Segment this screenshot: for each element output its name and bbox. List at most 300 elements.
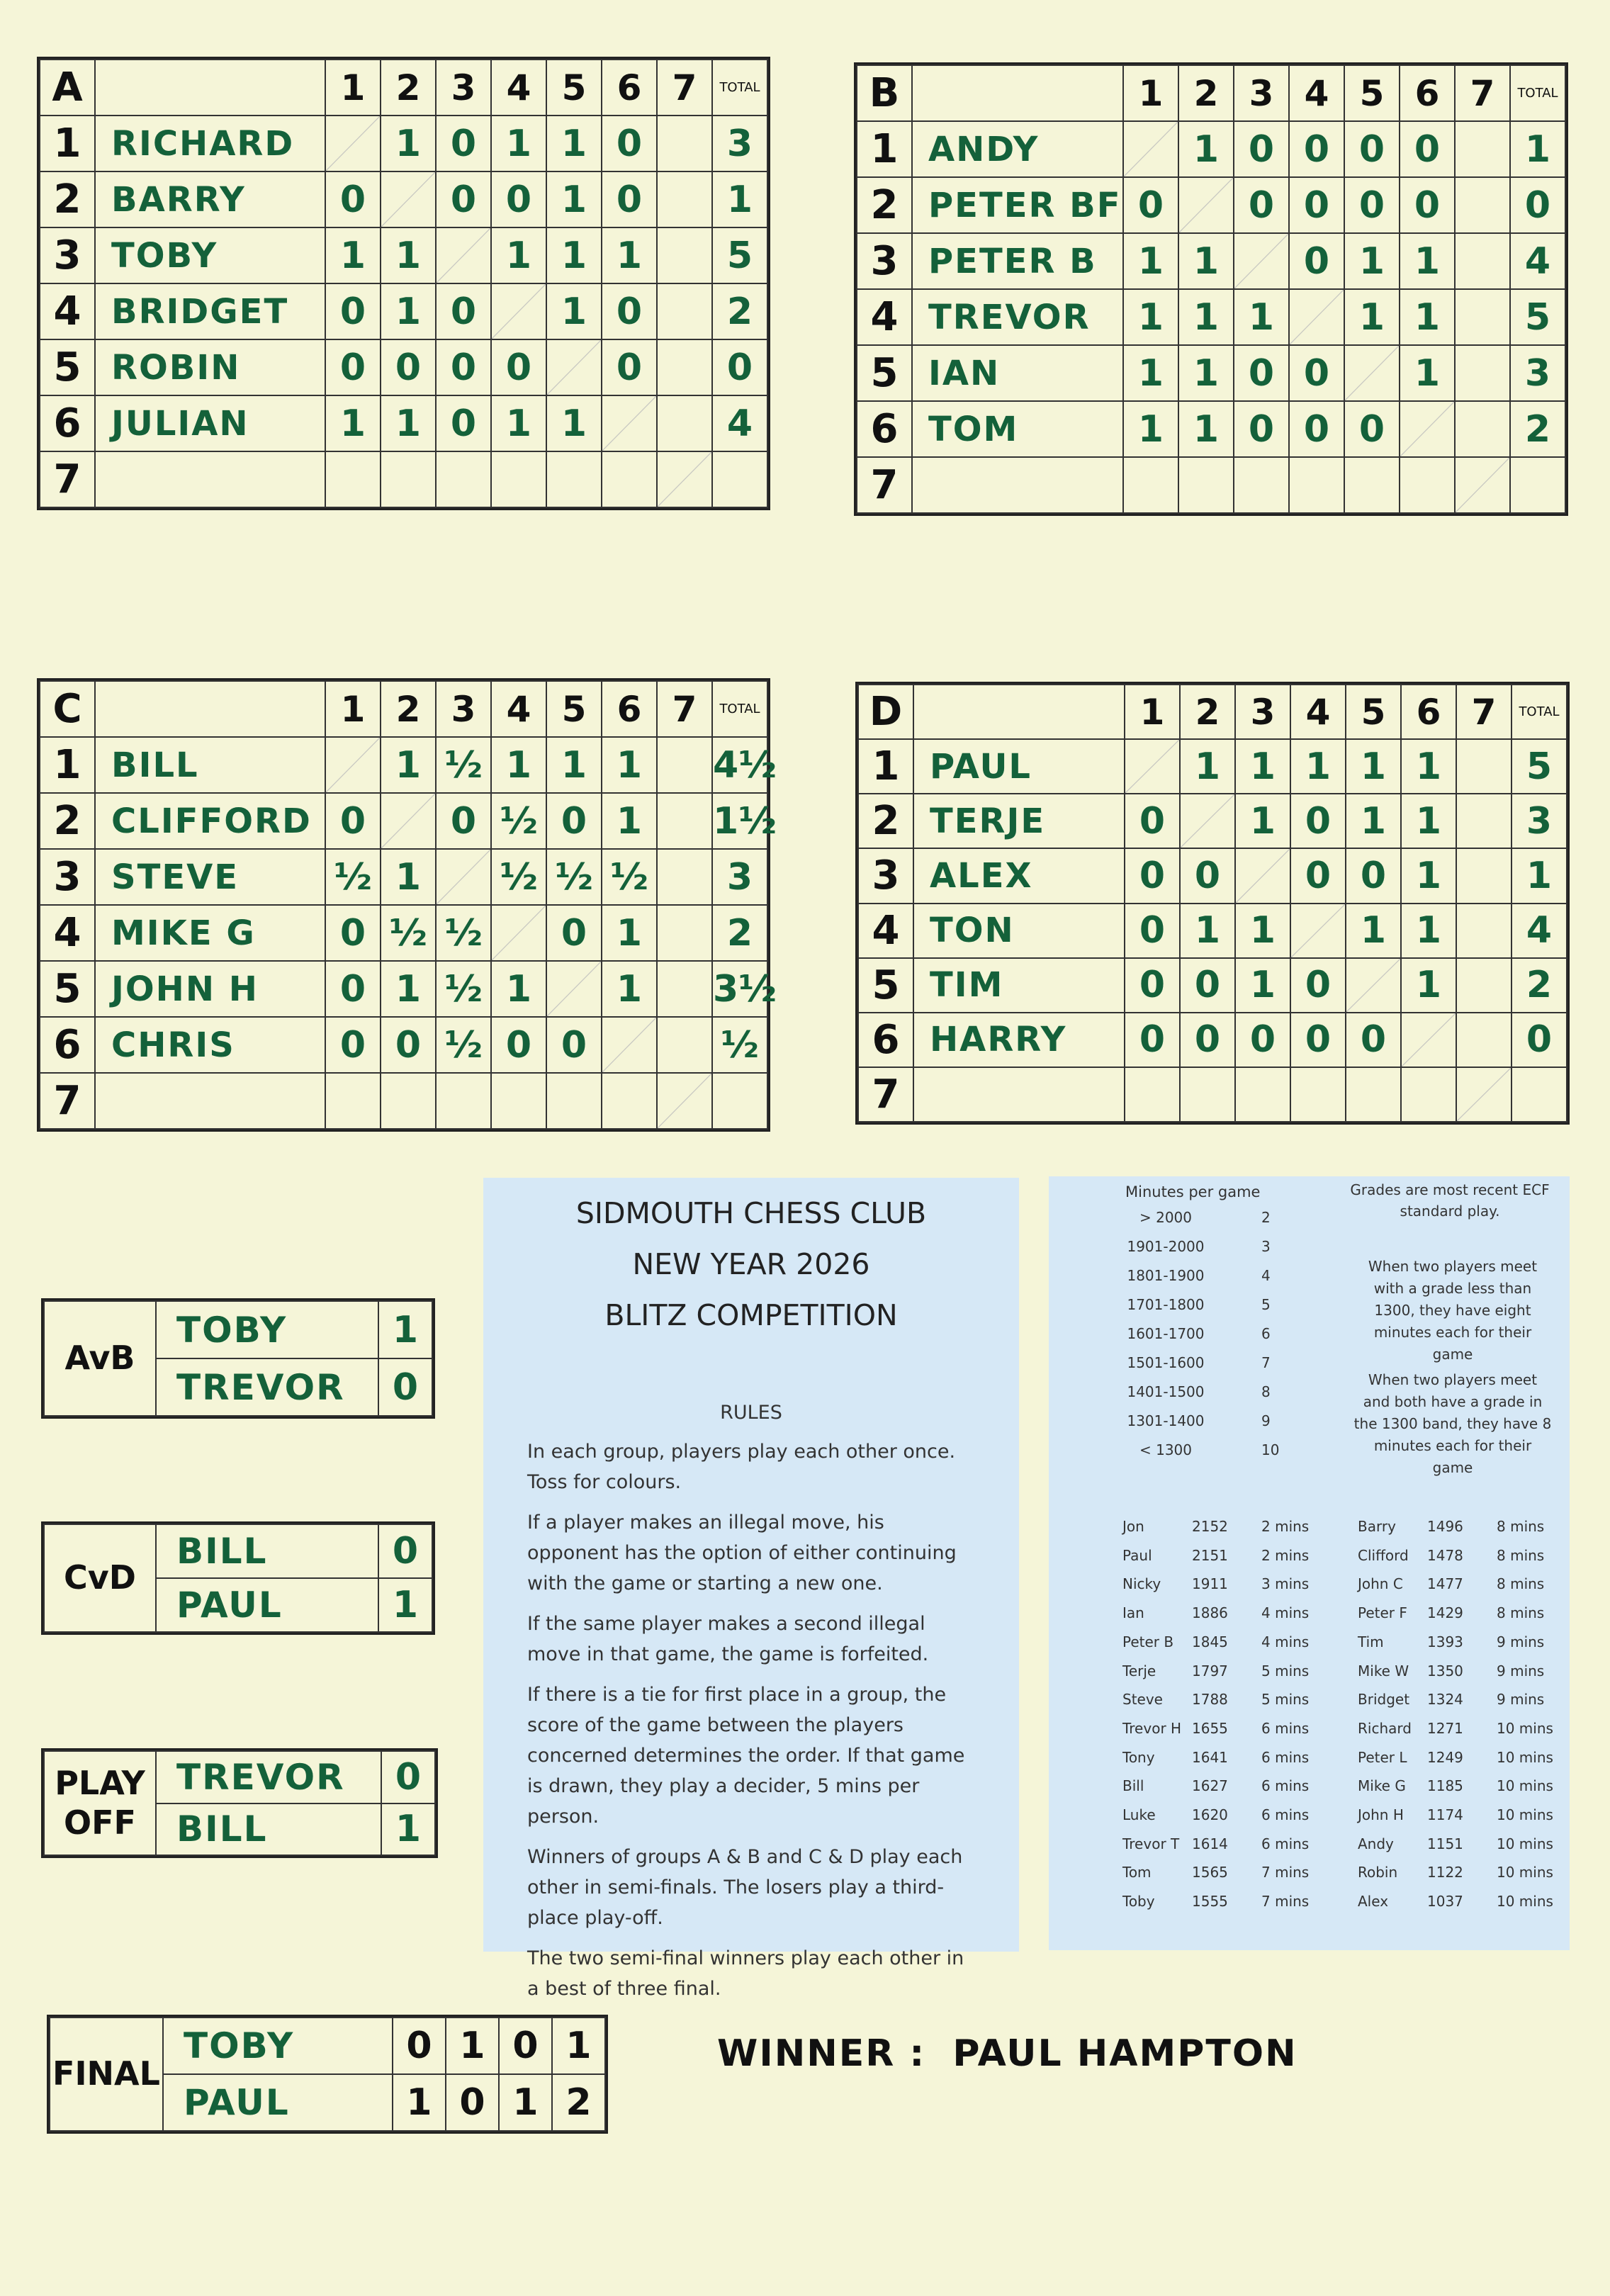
player-grade: 1614 [1192,1835,1228,1852]
player-minutes: 10 mins [1497,1748,1553,1766]
column-number: 7 [1456,685,1512,739]
total-cell: 1½ [712,793,767,849]
score-cell: 0 [1289,177,1344,233]
match-avb [41,1298,435,1419]
score: 0 [499,2018,552,2074]
table-row [40,961,767,1017]
player-minutes: 6 mins [1261,1719,1310,1737]
score-cell: 1 [1400,345,1455,401]
player-grade: 1627 [1192,1777,1228,1795]
table-row [858,904,1567,958]
score-cell [325,1073,381,1129]
score-cell: 1 [1400,289,1455,345]
rule-paragraph: The two semi-final winners play each other in a best of three final. [527,1947,964,2000]
player-minutes: 9 mins [1497,1691,1545,1709]
player-name: PAUL [913,739,1125,794]
score: 0 [381,1751,435,1803]
player-name: Richard [1358,1719,1412,1737]
band-minutes: 4 [1261,1267,1271,1284]
player-name: Peter L [1358,1748,1407,1766]
player-name: TOBY [156,1301,378,1358]
score-cell: 1 [1400,233,1455,289]
player-grade: 1797 [1192,1662,1228,1679]
player-name: TON [913,904,1125,958]
match-final [47,2015,608,2134]
table-row [40,737,767,793]
player-grade: 1555 [1192,1893,1228,1910]
player-name: Paul [1122,1546,1152,1564]
score-cell [1234,457,1289,513]
grades-note: Grades are most recent ECF standard play. [1350,1181,1550,1220]
score-cell: 0 [1125,848,1180,903]
score-cell: ½ [436,961,491,1017]
row-number: 5 [40,961,95,1017]
score-cell: 1 [1346,794,1401,848]
total-cell: ½ [712,1017,767,1073]
rules-sheet [483,1178,1019,2000]
grade-band: 1901-2000 [1127,1238,1205,1255]
score-cell [657,395,712,451]
score-cell: 0 [1289,401,1344,457]
column-number: 2 [1178,65,1234,121]
row-number: 2 [858,794,913,848]
total-cell: 0 [1512,1013,1567,1067]
score-cell: 0 [1234,121,1289,177]
player-name: ANDY [912,121,1123,177]
score-cell: 1 [546,737,602,793]
total-cell: 0 [1510,177,1565,233]
score-cell [657,171,712,227]
rule-paragraph: If there is a tie for first place in a group, the score of the game between the players concerned determines the order. If that game is drawn, they play a decider, 5 mins per person. [527,1684,965,1828]
band-minutes: 9 [1261,1412,1271,1429]
score-cell [1455,345,1510,401]
column-number: 1 [1125,685,1180,739]
score-cell: 0 [602,339,657,395]
score-cell: 0 [546,905,602,961]
score-cell: 0 [1235,1013,1290,1067]
player-name: PETER B [912,233,1123,289]
band-minutes: 3 [1261,1238,1271,1255]
score-cell [1455,401,1510,457]
total-cell [712,451,767,507]
score-cell: 0 [1125,958,1180,1013]
score-cell: 1 [1235,794,1290,848]
table-row [858,1013,1567,1067]
table-row [40,1017,767,1073]
score-cell: 1 [1401,904,1456,958]
score-cell: 1 [325,227,381,283]
score-cell: 1 [1344,233,1400,289]
player-minutes: 2 mins [1261,1546,1310,1564]
total-cell [1510,457,1565,513]
rule-paragraph: If the same player makes a second illegal move in that game, the game is forfeited. [527,1613,929,1665]
group-c-table [37,678,777,1132]
score-cell: 0 [436,339,491,395]
row-number: 6 [40,395,95,451]
score: 1 [552,2018,605,2074]
group-letter: C [40,681,95,737]
score-cell: 1 [1180,904,1235,958]
row-number: 1 [858,739,913,794]
group-b-table [854,62,1568,516]
player-name: Ian [1122,1604,1144,1622]
player-minutes: 6 mins [1261,1835,1310,1852]
player-name: TOBY [95,227,325,283]
name-header [912,65,1123,121]
score-cell [657,737,712,793]
row-number: 5 [40,339,95,395]
score-cell: 1 [1178,233,1234,289]
grades-sheet [1049,1176,1570,1950]
score-cell: 0 [602,283,657,339]
table-row [40,793,767,849]
table-row [858,848,1567,903]
score-cell [1344,345,1400,401]
score-cell: 1 [1401,958,1456,1013]
row-number: 7 [40,1073,95,1129]
table-row [857,121,1565,177]
player-name: BARRY [95,171,325,227]
score: 0 [393,2018,446,2074]
score-cell [1234,233,1289,289]
column-number: 6 [602,60,657,116]
player-name: Nicky [1122,1575,1161,1593]
score-cell [1125,739,1180,794]
player-minutes: 7 mins [1261,1893,1310,1910]
club-title: SIDMOUTH CHESS CLUB [575,1196,927,1230]
score-cell [602,1017,657,1073]
score-cell: 0 [546,1017,602,1073]
player-name: PETER BF [912,177,1123,233]
score-cell: 1 [1344,289,1400,345]
player-grade: 1037 [1427,1893,1463,1910]
score-cell [381,1073,436,1129]
column-number: 6 [602,681,657,737]
total-cell: 3½ [712,961,767,1017]
score-cell: 0 [1234,345,1289,401]
player-name: Tom [1122,1864,1152,1881]
player-name: Barry [1358,1518,1396,1535]
band-minutes: 7 [1261,1354,1271,1371]
player-grade: 1185 [1427,1777,1463,1795]
player-name: BILL [95,737,325,793]
score-cell: 1 [491,737,546,793]
player-name [95,1073,325,1129]
grade-band: < 1300 [1139,1441,1192,1458]
player-minutes: 7 mins [1261,1864,1310,1881]
table-row [40,395,767,451]
row-number: 1 [40,116,95,171]
total-header: TOTAL [712,681,767,737]
player-minutes: 6 mins [1261,1806,1310,1823]
score-cell: 0 [1290,794,1346,848]
score: 1 [446,2018,499,2074]
row-number: 2 [40,171,95,227]
player-name: TREVOR [156,1358,378,1416]
score-cell: 0 [436,283,491,339]
player-name: Luke [1122,1806,1156,1823]
row-number: 3 [40,849,95,905]
score-cell [657,283,712,339]
player-name: Trevor H [1122,1719,1182,1737]
minutes-heading: Minutes per game [1125,1183,1261,1200]
player-grade: 2151 [1192,1546,1228,1564]
column-number: 1 [325,681,381,737]
grade-band: 1801-1900 [1127,1267,1205,1284]
column-number: 1 [1123,65,1178,121]
score-cell: 0 [1123,177,1178,233]
player-name [913,1067,1125,1122]
score-cell: 0 [1234,177,1289,233]
table-row [857,345,1565,401]
player-minutes: 5 mins [1261,1662,1310,1679]
match-label-line2: OFF [64,1803,136,1842]
score-cell: 0 [436,116,491,171]
player-name: HARRY [913,1013,1125,1067]
score-cell: 0 [1234,401,1289,457]
score-cell [1178,457,1234,513]
score-cell: 1 [1401,739,1456,794]
score-cell [436,1073,491,1129]
score-cell: 1 [381,395,436,451]
score-cell: 1 [1178,345,1234,401]
score-cell [381,451,436,507]
row-number: 4 [40,905,95,961]
score-cell: 1 [491,395,546,451]
score-cell [657,961,712,1017]
score-cell [1456,1067,1512,1122]
score-cell [546,451,602,507]
score: 1 [393,2074,446,2131]
score-cell: 1 [325,395,381,451]
player-grade: 1655 [1192,1719,1228,1737]
player-grade: 1151 [1427,1835,1463,1852]
score-cell [657,227,712,283]
grade-band: 1301-1400 [1127,1412,1205,1429]
player-name: TOM [912,401,1123,457]
score-cell [1180,1067,1235,1122]
score-cell [436,849,491,905]
row-number: 2 [40,793,95,849]
score-cell: 1 [1123,233,1178,289]
score-cell: 1 [1235,904,1290,958]
total-cell: 4 [1510,233,1565,289]
score-cell [1455,177,1510,233]
score-cell: 1 [546,227,602,283]
band-minutes: 8 [1261,1383,1271,1400]
column-number: 4 [1290,685,1346,739]
winner-label: WINNER : [717,2032,926,2075]
score-cell: 1 [1401,848,1456,903]
table-row [857,401,1565,457]
score-cell [1290,904,1346,958]
player-grade: 1350 [1427,1662,1463,1679]
score-cell: 0 [1346,1013,1401,1067]
player-name: BILL [156,1803,381,1856]
match-label: FINAL [50,2018,163,2131]
player-name: Mike G [1358,1777,1406,1795]
row-number: 5 [858,958,913,1013]
score-cell: ½ [491,793,546,849]
score: 1 [499,2074,552,2131]
score-cell [491,283,546,339]
player-minutes: 4 mins [1261,1633,1310,1650]
player-name: BILL [156,1524,378,1578]
player-grade: 1620 [1192,1806,1228,1823]
total-header: TOTAL [1512,685,1567,739]
score-cell: 1 [602,905,657,961]
player-minutes: 4 mins [1261,1604,1310,1622]
column-number: 5 [546,60,602,116]
score-cell: 0 [325,793,381,849]
score-cell: 1 [1178,401,1234,457]
score-cell: 0 [1289,345,1344,401]
score-cell: 0 [1289,233,1344,289]
row-number: 1 [857,121,912,177]
score-cell [657,1017,712,1073]
score-cell [1456,958,1512,1013]
total-cell: 2 [1510,401,1565,457]
player-minutes: 6 mins [1261,1748,1310,1766]
player-name: TOBY [163,2018,393,2074]
score-cell: 1 [1123,289,1178,345]
column-number: 4 [1289,65,1344,121]
score: 0 [378,1524,432,1578]
group-letter: D [858,685,913,739]
rule-paragraph: In each group, players play each other once. Toss for colours. [527,1441,956,1493]
score-cell: 1 [1180,739,1235,794]
table-row [40,451,767,507]
player-name: Steve [1122,1691,1163,1709]
column-number: 5 [546,681,602,737]
total-cell: 0 [712,339,767,395]
player-name: JULIAN [95,395,325,451]
player-grade: 1565 [1192,1864,1228,1881]
score-cell [1123,121,1178,177]
column-number: 3 [1234,65,1289,121]
score-cell: 1 [1123,401,1178,457]
player-name: PAUL [156,1578,378,1632]
score-cell: 0 [325,171,381,227]
score-cell [325,737,381,793]
score-cell: 0 [1125,794,1180,848]
score-cell [657,1073,712,1129]
score-cell: 1 [546,171,602,227]
score-cell [602,1073,657,1129]
score-cell: 0 [1400,121,1455,177]
score-cell: 1 [1178,289,1234,345]
player-grade: 1122 [1427,1864,1463,1881]
score-cell: 1 [491,961,546,1017]
score-cell: ½ [491,849,546,905]
total-cell: 2 [1512,958,1567,1013]
score: 1 [378,1301,432,1358]
player-name: Jon [1122,1518,1144,1535]
total-cell: 2 [712,283,767,339]
column-number: 2 [381,60,436,116]
row-number: 7 [40,451,95,507]
row-number: 6 [858,1013,913,1067]
player-minutes: 10 mins [1497,1806,1553,1823]
total-cell: 4 [1512,904,1567,958]
winner-line [717,2032,1297,2075]
player-grade: 1271 [1427,1719,1463,1737]
score-cell [1400,401,1455,457]
score-cell: ½ [436,905,491,961]
column-number: 2 [1180,685,1235,739]
score-cell: 0 [381,339,436,395]
column-number: 5 [1344,65,1400,121]
column-number: 5 [1346,685,1401,739]
score-cell: 0 [491,1017,546,1073]
column-number: 6 [1401,685,1456,739]
match-label [44,1751,156,1855]
score-cell [1401,1067,1456,1122]
score-cell [1180,794,1235,848]
table-row [40,171,767,227]
column-number: 1 [325,60,381,116]
table-row [858,739,1567,794]
score-cell [1456,794,1512,848]
score-cell: 0 [325,339,381,395]
band-minutes: 2 [1261,1209,1271,1226]
player-minutes: 8 mins [1497,1575,1545,1593]
grades-note: When two players meet with a grade less than 1300, they have eight minutes each for their game [1368,1258,1538,1363]
score-cell: 0 [325,905,381,961]
score-cell [1125,1067,1180,1122]
total-cell: 3 [1512,794,1567,848]
score-cell: 1 [381,737,436,793]
score-cell [491,1073,546,1129]
score-cell: 0 [1125,904,1180,958]
score-cell: 1 [491,116,546,171]
player-grade: 1886 [1192,1604,1228,1622]
player-grade: 1641 [1192,1748,1228,1766]
player-name: Terje [1122,1662,1156,1679]
match-playoff [41,1748,438,1858]
player-grade: 1324 [1427,1691,1463,1709]
score-cell [1235,1067,1290,1122]
score-cell [491,451,546,507]
score-cell: 0 [602,116,657,171]
score-cell [657,905,712,961]
table-row [40,227,767,283]
row-number: 5 [857,345,912,401]
score-cell: 0 [1290,958,1346,1013]
score-cell: 1 [1235,958,1290,1013]
total-header: TOTAL [712,60,767,116]
score-cell: ½ [381,905,436,961]
player-name: Tony [1122,1748,1155,1766]
event-title: NEW YEAR 2026 [632,1247,870,1281]
score-cell [436,227,491,283]
score-cell: 1 [381,227,436,283]
player-name: John H [1358,1806,1404,1823]
score-cell: 0 [546,793,602,849]
score-cell: 1 [546,395,602,451]
score: 2 [552,2074,605,2131]
player-name: Andy [1358,1835,1394,1852]
score-cell [1290,1067,1346,1122]
player-minutes: 10 mins [1497,1893,1553,1910]
score-cell: 0 [1344,401,1400,457]
match-label-line1: PLAY [55,1764,145,1803]
score-cell [1344,457,1400,513]
score-cell: 1 [381,283,436,339]
player-name [95,451,325,507]
score-cell: 0 [1180,958,1235,1013]
player-name: Mike W [1358,1662,1409,1679]
